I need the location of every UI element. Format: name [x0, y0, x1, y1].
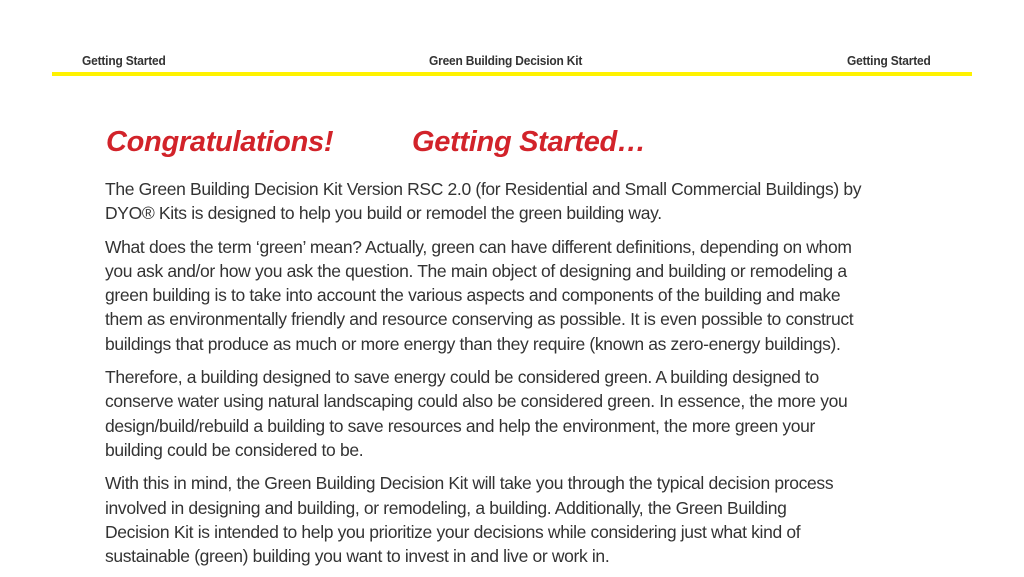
paragraph-line: them as environmentally friendly and resource conserving as possible. It is even possible to construct [105, 309, 854, 330]
paragraph-line: With this in mind, the Green Building Decision Kit will take you through the typical decision process [105, 473, 834, 494]
header-document-title: Green Building Decision Kit [429, 53, 583, 68]
paragraph-line: Decision Kit is intended to help you prioritize your decisions while considering just what kind of [105, 521, 801, 542]
paragraph-line: Therefore, a building designed to save energy could be considered green. A building designed to [105, 367, 819, 388]
paragraph-line: green building is to take into account the various aspects and components of the building and make [105, 285, 841, 306]
paragraph-line: What does the term ‘green’ mean? Actually, green can have different definitions, depending on whom [105, 236, 852, 257]
paragraph [105, 471, 985, 568]
paragraph-line: building could be considered to be. [105, 439, 364, 460]
paragraph-line: conserve water using natural landscaping could also be considered green. In essence, the more you [105, 391, 848, 412]
paragraph-line: involved in designing and building, or remodeling, a building. Additionally, the Green Building [105, 497, 787, 518]
paragraph-line: The Green Building Decision Kit Version RSC 2.0 (for Residential and Small Commercial Buildings) by [105, 179, 862, 199]
paragraph-line: sustainable (green) building you want to invest in and live or work in. [105, 546, 610, 567]
header-left-section-title: Getting Started [82, 53, 166, 68]
paragraph [105, 177, 985, 226]
header-yellow-rule [52, 72, 972, 76]
paragraph [105, 235, 985, 356]
paragraph-line: buildings that produce as much or more energy than they require (known as zero-energy buildings). [105, 333, 841, 354]
header-right-section-title: Getting Started [847, 53, 931, 68]
getting-started-heading: Getting Started… [412, 126, 646, 158]
body-text [105, 177, 985, 577]
paragraph-line: design/build/rebuild a building to save resources and help the environment, the more green your [105, 415, 815, 436]
paragraph [105, 365, 985, 462]
congratulations-heading: Congratulations! [106, 126, 334, 158]
paragraph-line: DYO® Kits is designed to help you build or remodel the green building way. [105, 203, 662, 224]
paragraph-line: you ask and/or how you ask the question. The main object of designing and building or remodeling a [105, 260, 847, 281]
